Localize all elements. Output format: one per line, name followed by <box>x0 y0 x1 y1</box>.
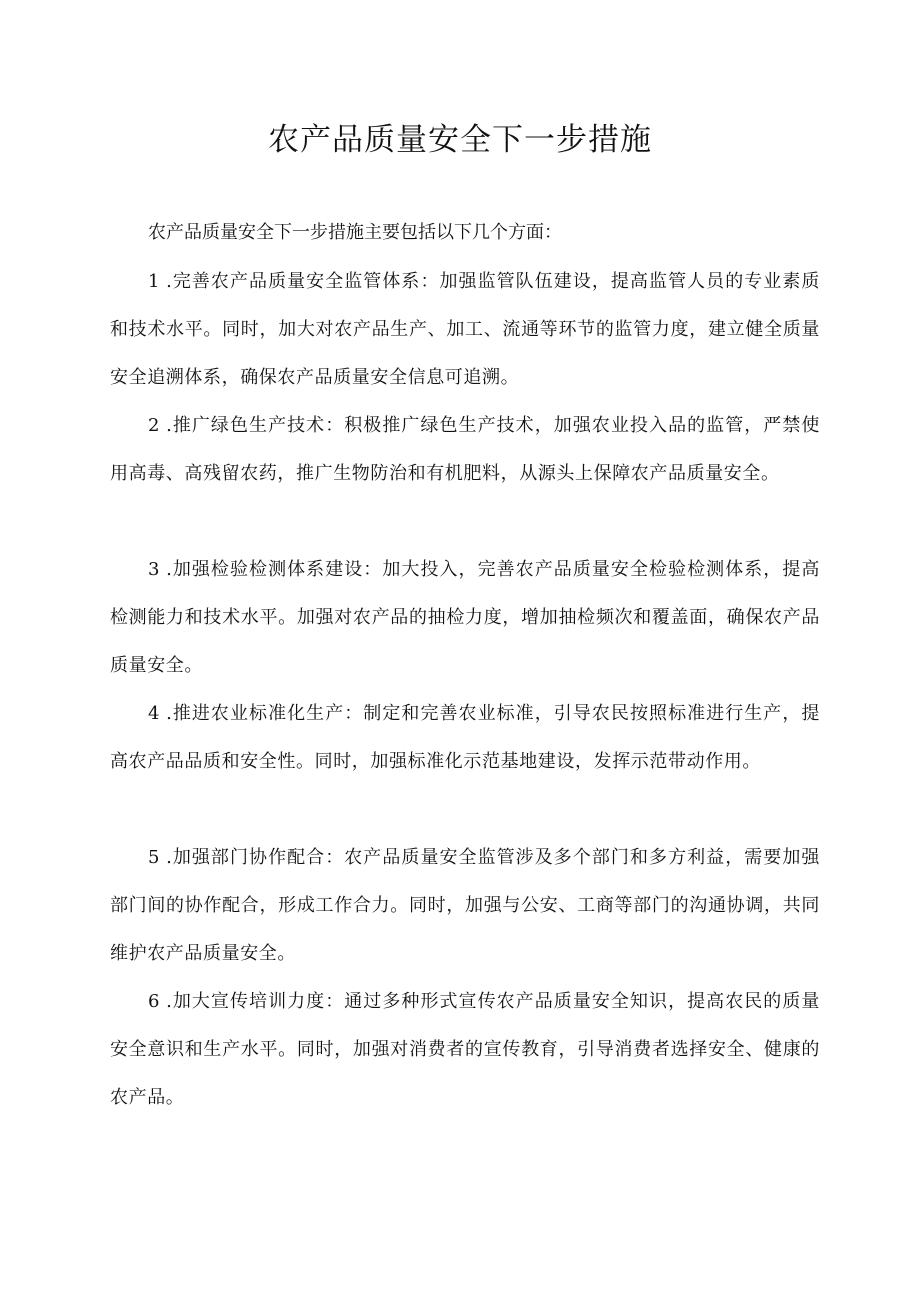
measure-number: 1 <box>148 271 161 292</box>
measure-number: 4 <box>148 703 161 724</box>
measure-text: .加大宣传培训力度：通过多种形式宣传农产品质量安全知识，提高农民的质量安全意识和生产水平。同时，加强对消费者的宣传教育，引导消费者选择安全、健康的农产品。 <box>110 991 820 1108</box>
measure-number: 5 <box>148 847 161 868</box>
measure-text: .加强部门协作配合：农产品质量安全监管涉及多个部门和多方利益，需要加强部门间的协作配合，形成工作合力。同时，加强与公安、工商等部门的沟通协调，共同维护农产品质量安全。 <box>110 847 820 964</box>
measure-text: .加强检验检测体系建设：加大投入，完善农产品质量安全检验检测体系，提高检测能力和技术水平。加强对农产品的抽检力度，增加抽检频次和覆盖面，确保农产品质量安全。 <box>110 559 820 676</box>
measure-text: .推进农业标准化生产：制定和完善农业标准，引导农民按照标准进行生产，提高农产品品质和安全性。同时，加强标准化示范基地建设，发挥示范带动作用。 <box>110 703 820 772</box>
measure-item-2 <box>110 402 820 498</box>
measure-number: 6 <box>148 991 161 1012</box>
intro-paragraph: 农产品质量安全下一步措施主要包括以下几个方面： <box>148 222 562 243</box>
measure-text: .推广绿色生产技术：积极推广绿色生产技术，加强农业投入品的监管，严禁使用高毒、高残留农药，推广生物防治和有机肥料，从源头上保障农产品质量安全。 <box>110 415 820 484</box>
measure-item-5 <box>110 834 820 978</box>
measure-item-6 <box>110 978 820 1122</box>
page-title: 农产品质量安全下一步措施 <box>268 122 652 158</box>
measure-item-4 <box>110 690 820 786</box>
measure-text: .完善农产品质量安全监管体系：加强监管队伍建设，提高监管人员的专业素质和技术水平。同时，加大对农产品生产、加工、流通等环节的监管力度，建立健全质量安全追溯体系，确保农产品质量安全信息可追溯。 <box>110 271 820 388</box>
measure-item-1 <box>110 258 820 402</box>
measure-item-3 <box>110 546 820 690</box>
measure-number: 3 <box>148 559 161 580</box>
measure-number: 2 <box>148 415 161 436</box>
